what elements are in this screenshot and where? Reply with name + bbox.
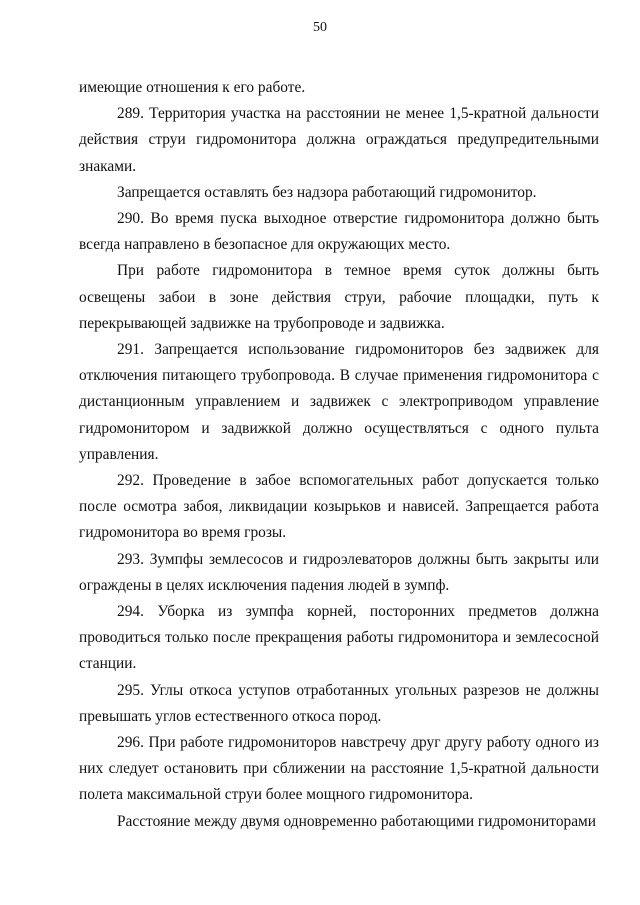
document-body bbox=[79, 75, 599, 835]
paragraph-296: 296. При работе гидромониторов навстречу друг другу работу одного из них следует остановить при сближении на расстояние 1,5-кратной дальности полета максимальной струи более мощного гидромонитора. bbox=[79, 734, 599, 804]
paragraph-continuation: имеющие отношения к его работе. bbox=[79, 79, 306, 96]
paragraph-289-note: Запрещается оставлять без надзора работающий гидромонитор. bbox=[117, 183, 537, 201]
paragraph-291: 291. Запрещается использование гидромониторов без задвижек для отключения питающего трубопровода. В случае применения гидромонитора с дистанционным управлением и задвижек с электроприводом управление гидромонитором и задвижкой должно осуществляться с одного пульта управления. bbox=[79, 341, 599, 463]
page-number: 50 bbox=[313, 20, 327, 35]
paragraph-293: 293. Зумпфы землесосов и гидроэлеваторов должны быть закрыты или ограждены в целях исключения падения людей в зумпф. bbox=[79, 550, 599, 594]
paragraph-290: 290. Во время пуска выходное отверстие гидромонитора должно быть всегда направлено в безопасное для окружающих место. bbox=[79, 210, 599, 254]
paragraph-292: 292. Проведение в забое вспомогательных работ допускается только после осмотра забоя, ликвидации козырьков и нависей. Запрещается работа гидромонитора во время грозы. bbox=[79, 472, 599, 542]
paragraph-290-note: При работе гидромонитора в темное время суток должны быть освещены забои в зоне действия струи, рабочие площадки, путь к перекрывающей задвижке на трубопроводе и задвижка. bbox=[79, 262, 599, 332]
paragraph-289: 289. Территория участка на расстоянии не менее 1,5-кратной дальности действия струи гидромонитора должна ограждаться предупредительными знаками. bbox=[79, 105, 599, 175]
paragraph-296-note: Расстояние между двумя одновременно работающими гидромониторами bbox=[117, 812, 597, 830]
paragraph-295: 295. Углы откоса уступов отработанных угольных разрезов не должны превышать углов естественного откоса пород. bbox=[79, 681, 599, 725]
paragraph-294: 294. Уборка из зумпфа корней, посторонних предметов должна проводиться только после прекращения работы гидромонитора и землесосной станции. bbox=[79, 603, 599, 673]
